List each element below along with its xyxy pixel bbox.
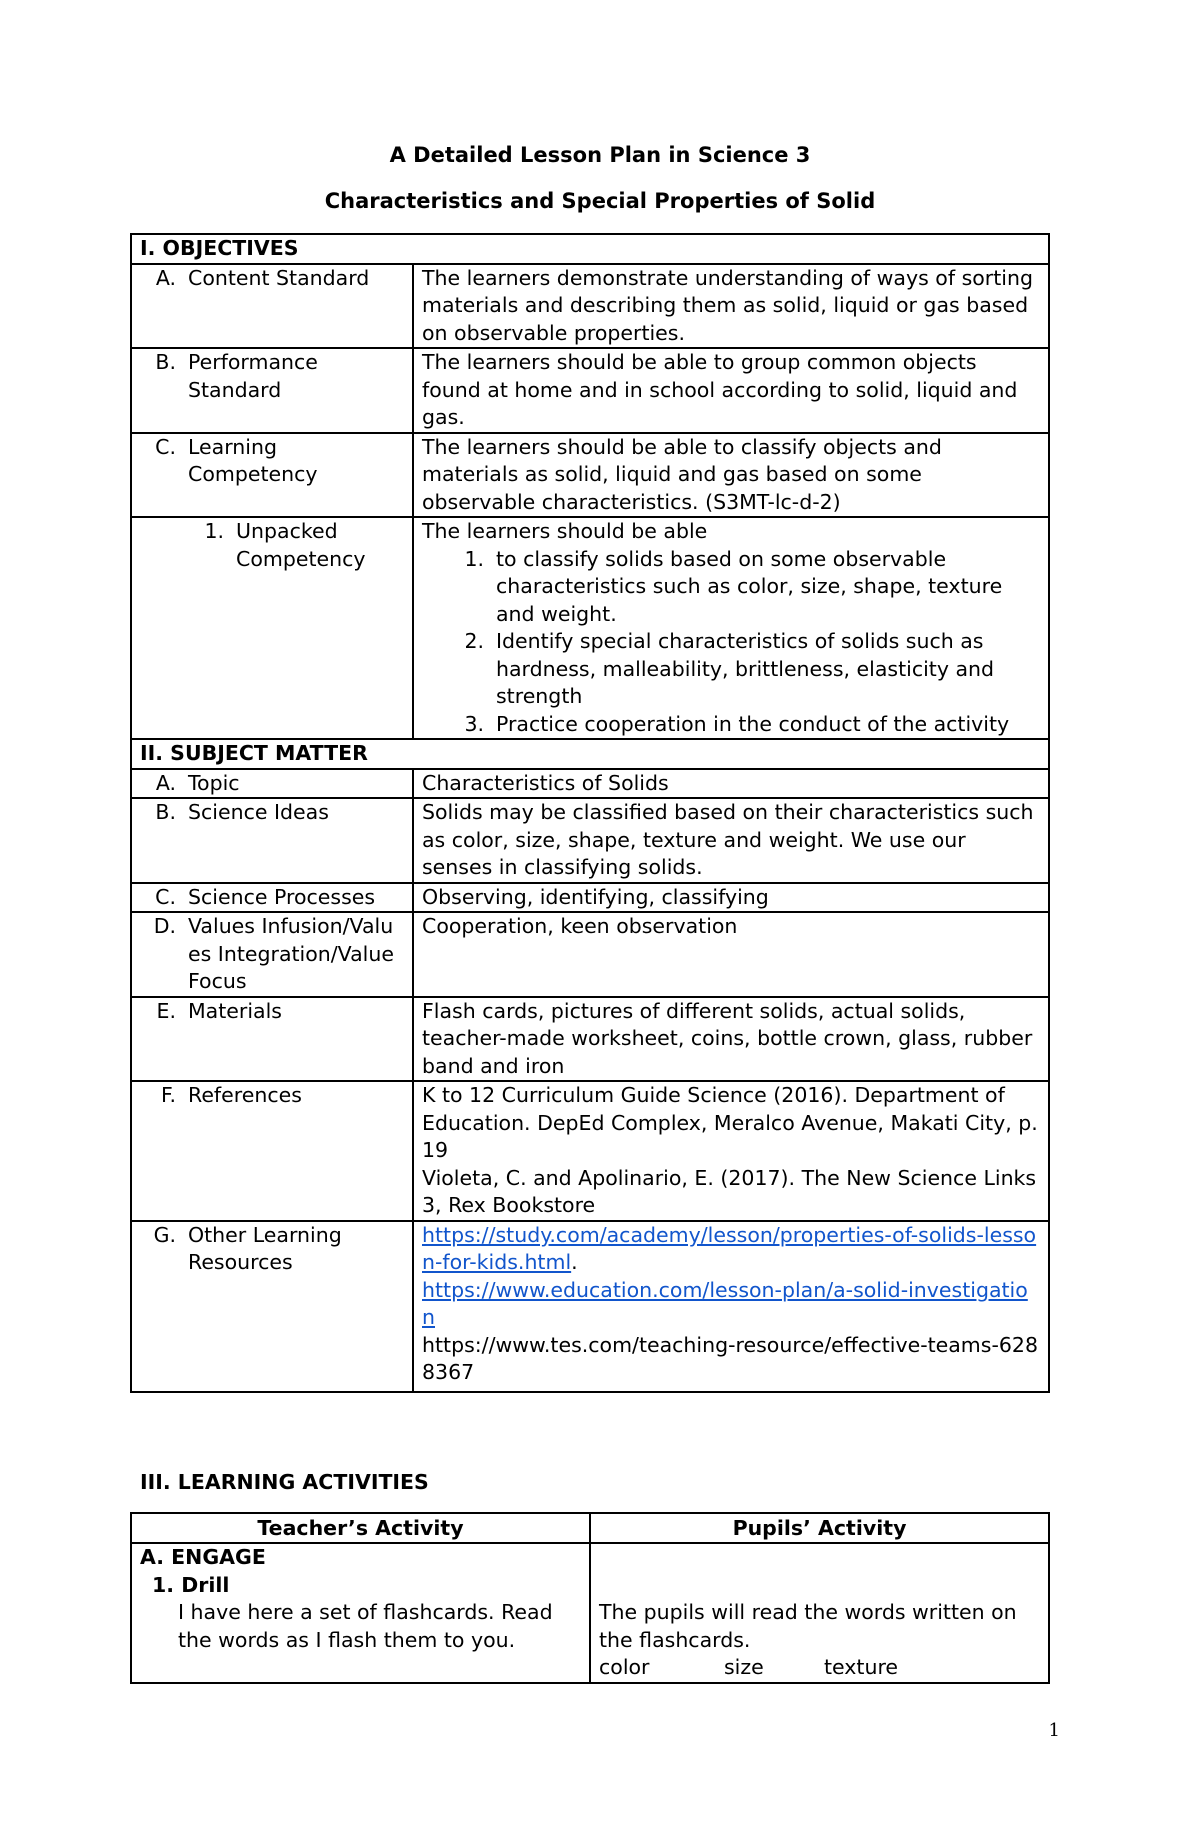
word-texture: texture [824, 1655, 899, 1679]
item-number: E. [156, 998, 176, 1023]
item-number: B. [155, 350, 176, 374]
performance-standard-label: Performance Standard [188, 350, 318, 402]
topic-text: Characteristics of Solids [413, 769, 1049, 799]
objectives-heading: I. OBJECTIVES [131, 234, 1049, 264]
performance-standard-label-cell [131, 348, 413, 433]
teacher-instruction: I have here a set of flashcards. Read the words as I flash them to you. [178, 1600, 553, 1652]
materials-text: Flash cards, pictures of different solids, actual solids, teacher-made worksheet, coins, bottle crown, glass, rubber band and iron [413, 997, 1049, 1082]
pupils-instruction: The pupils will read the words written on the flashcards. [599, 1600, 1017, 1652]
science-ideas-label: Science Ideas [188, 800, 329, 824]
content-standard-label-cell [131, 264, 413, 349]
science-processes-text: Observing, identifying, classifying [413, 883, 1049, 913]
values-text: Cooperation, keen observation [413, 912, 1049, 997]
learning-competency-text: The learners should be able to classify objects and materials as solid, liquid and gas based on some observable characteristics. (S3MT-lc-d-2) [413, 433, 1049, 518]
values-label-cell [131, 912, 413, 997]
list-text: to classify solids based on some observable characteristics such as color, size, shape, texture and weight. [496, 546, 1003, 626]
unpacked-competency-label-cell [131, 517, 413, 739]
list-number: 3. [464, 711, 484, 736]
performance-standard-text: The learners should be able to group common objects found at home and in school according to solid, liquid and gas. [413, 348, 1049, 433]
word-color: color [599, 1655, 650, 1679]
reference-2: Violeta, C. and Apolinario, E. (2017). The New Science Links 3, Rex Bookstore [422, 1165, 1037, 1217]
document-subtitle: Characteristics and Special Properties of Solid [324, 189, 876, 213]
item-number: A. [155, 770, 176, 795]
unpacked-competency-cell [413, 517, 1049, 739]
science-processes-label-cell [131, 883, 413, 913]
lesson-plan-table [130, 233, 1050, 1393]
subject-matter-heading: II. SUBJECT MATTER [131, 739, 1049, 769]
list-text: Practice cooperation in the conduct of the activity [496, 711, 1010, 736]
item-number: 1. [204, 519, 224, 543]
list-item [422, 546, 1040, 629]
drill-heading: 1. Drill [152, 1572, 230, 1597]
science-ideas-text: Solids may be classified based on their characteristics such as color, size, shape, texture and weight. We use our senses in classifying solids. [413, 798, 1049, 883]
teacher-activity-header: Teacher’s Activity [131, 1513, 590, 1543]
list-text: Identify special characteristics of solids such as hardness, malleability, brittleness, elasticity and strength [496, 629, 995, 708]
resource-link-education[interactable]: https://www.education.com/lesson-plan/a-solid-investigation [422, 1277, 1028, 1329]
unpacked-intro: The learners should be able [422, 519, 708, 543]
reference-1: K to 12 Curriculum Guide Science (2016). Department of Education. DepEd Complex, Meralco Avenue, Makati City, p. 19 [422, 1083, 1038, 1162]
topic-label: Topic [188, 770, 240, 795]
item-number: D. [153, 914, 176, 938]
list-item [422, 711, 1040, 739]
page-number: 1 [1048, 1720, 1060, 1741]
learning-activities-heading: III. LEARNING ACTIVITIES [140, 1470, 429, 1494]
link-punctuation: . [571, 1250, 578, 1274]
references-label-cell [131, 1081, 413, 1221]
unpacked-list [422, 546, 1040, 739]
engage-heading: A. ENGAGE [140, 1545, 266, 1569]
item-number: C. [155, 884, 176, 909]
item-number: B. [155, 800, 176, 824]
item-number: F. [160, 1083, 176, 1107]
document-title: A Detailed Lesson Plan in Science 3 [389, 143, 811, 167]
teacher-activity-cell [131, 1543, 590, 1683]
other-resources-label: Other Learning Resources [188, 1222, 342, 1274]
science-ideas-label-cell [131, 798, 413, 883]
item-number: G. [153, 1222, 176, 1247]
references-cell [413, 1081, 1049, 1221]
other-resources-cell [413, 1221, 1049, 1392]
references-label: References [188, 1083, 302, 1107]
learning-competency-label: Learning Competency [188, 434, 318, 486]
resource-tes: https://www.tes.com/teaching-resource/effective-teams-6288367 [422, 1332, 1038, 1384]
content-standard-text: The learners demonstrate understanding of ways of sorting materials and describing them as solid, liquid or gas based on observable properties. [413, 264, 1049, 349]
flashcard-words [599, 1654, 1040, 1682]
unpacked-competency-label: Unpacked Competency [236, 519, 366, 571]
materials-label: Materials [188, 998, 282, 1023]
item-number: A. [155, 265, 176, 290]
list-item [422, 628, 1040, 711]
word-size: size [724, 1655, 764, 1679]
activities-table [130, 1512, 1050, 1684]
science-processes-label: Science Processes [188, 884, 376, 909]
learning-competency-label-cell [131, 433, 413, 518]
list-number: 2. [464, 629, 484, 653]
pupils-activity-cell [590, 1543, 1049, 1683]
pupils-activity-header: Pupils’ Activity [590, 1513, 1049, 1543]
item-number: C. [155, 434, 176, 459]
list-number: 1. [464, 546, 484, 571]
other-resources-label-cell [131, 1221, 413, 1392]
resource-link-study[interactable]: https://study.com/academy/lesson/properties-of-solids-lesson-for-kids.html [422, 1222, 1037, 1274]
materials-label-cell [131, 997, 413, 1082]
content-standard-label: Content Standard [188, 265, 370, 290]
topic-label-cell [131, 769, 413, 799]
values-label: Values Infusion/Values Integration/Value Focus [188, 914, 394, 993]
